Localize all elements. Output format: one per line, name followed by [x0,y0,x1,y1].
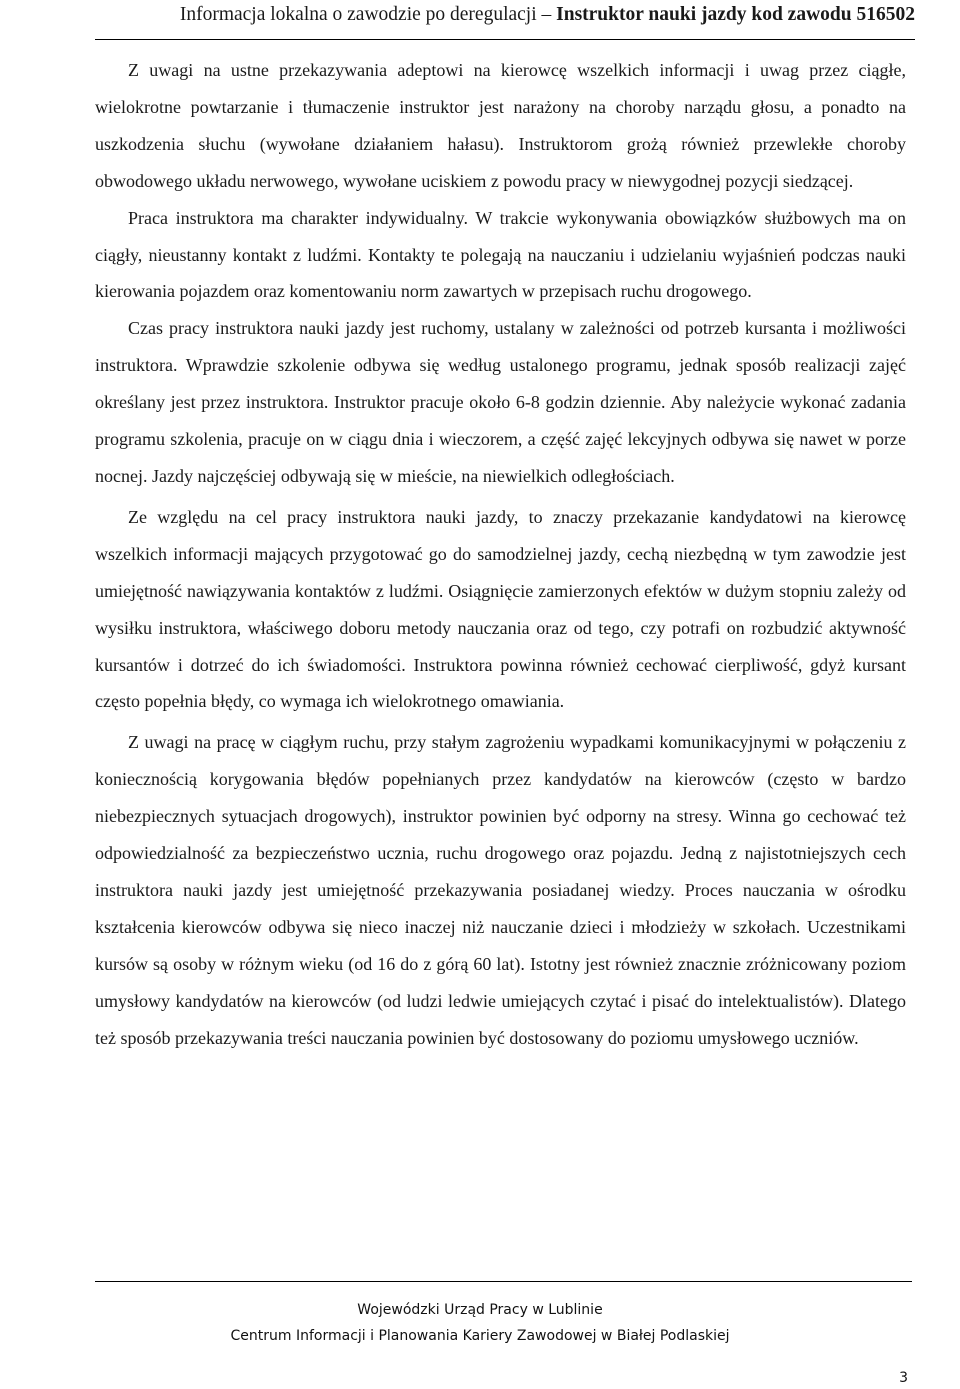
page-number: 3 [899,1370,908,1386]
document-body [95,52,906,1056]
footer-institution: Wojewódzki Urząd Pracy w Lublinie [357,1302,603,1318]
paragraph: Z uwagi na pracę w ciągłym ruchu, przy stałym zagrożeniu wypadkami komunikacyjnymi w połączeniu z koniecznością korygowania błędów popełnianych przez kandydatów na kierowców (często w bardzo niebezpiecznych sytuacjach drogowych), instruktor powinien być odporny na stresy. Winna go cechować też odpowiedzialność za bezpieczeństwo ucznia, ruchu drogowego oraz pojazdu. Jedną z najistotniejszych cech instruktora nauki jazdy jest umiejętność przekazywania posiadanej wiedzy. Proces nauczania w ośrodku kształcenia kierowców odbywa się nieco inaczej niż nauczanie dzieci i młodzieży w szkołach. Uczestnikami kursów są osoby w różnym wieku (od 16 do z górą 60 lat). Istotny jest również znacznie zróżnicowany poziom umysłowy kandydatów na kierowców (od ludzi ledwie umiejących czytać i pisać do intelektualistów). Dlatego też sposób przekazywania treści nauczania powinien być dostosowany do poziomu umysłowego uczniów. [95,732,906,1048]
footer-department: Centrum Informacji i Planowania Kariery Zawodowej w Białej Podlaskiej [230,1328,730,1344]
paragraph: Praca instruktora ma charakter indywidualny. W trakcie wykonywania obowiązków służbowych ma on ciągły, nieustanny kontakt z ludźmi. Kontakty te polegają na nauczaniu i udzielaniu wyjaśnień podczas nauki kierowania pojazdem oraz komentowaniu norm zawartych w przepisach ruchu drogowego. [95,207,906,302]
footer-divider [95,1281,912,1282]
paragraph: Ze względu na cel pracy instruktora nauki jazdy, to znaczy przekazanie kandydatowi na kierowcę wszelkich informacji mających przygotować go do samodzielnej jazdy, cechą niezbędną w tym zawodzie jest umiejętność nawiązywania kontaktów z ludźmi. Osiągnięcie zamierzonych efektów w dużym stopniu zależy od wysiłku instruktora, właściwego doboru metody nauczania oraz od tego, czy potrafi on rozbudzić aktywność kursantów i dotrzeć do ich świadomości. Instruktora powinna również cechować cierpliwość, gdyż kursant często popełnia błędy, co wymaga ich wielokrotnego omawiania. [95,506,906,712]
paragraph: Czas pracy instruktora nauki jazdy jest ruchomy, ustalany w zależności od potrzeb kursanta i możliwości instruktora. Wprawdzie szkolenie odbywa się według ustalonego programu, jednak sposób realizacji zajęć określany jest przez instruktora. Instruktor pracuje około 6-8 godzin dziennie. Aby należycie wykonać zadania programu szkolenia, pracuje on w ciągu dnia i wieczorem, a część zajęć lekcyjnych odbywa się nawet w porze nocnej. Jazdy najczęściej odbywają się w mieście, na niewielkich odległościach. [95,318,906,486]
header-occupation: Instruktor nauki jazdy kod zawodu 516502 [556,4,915,25]
header-title: Informacja lokalna o zawodzie po deregulacji – [179,4,557,25]
running-header [95,0,915,40]
paragraph: Z uwagi na ustne przekazywania adeptowi na kierowcę wszelkich informacji i uwag przez ciągłe, wielokrotne powtarzanie i tłumaczenie instruktor jest narażony na choroby narządu głosu, a ponadto na uszkodzenia słuchu (wywołane działaniem hałasu). Instruktorom grożą również przewlekłe choroby obwodowego układu nerwowego, wywołane uciskiem z powodu pracy w niewygodnej pozycji siedzącej. [95,60,906,191]
